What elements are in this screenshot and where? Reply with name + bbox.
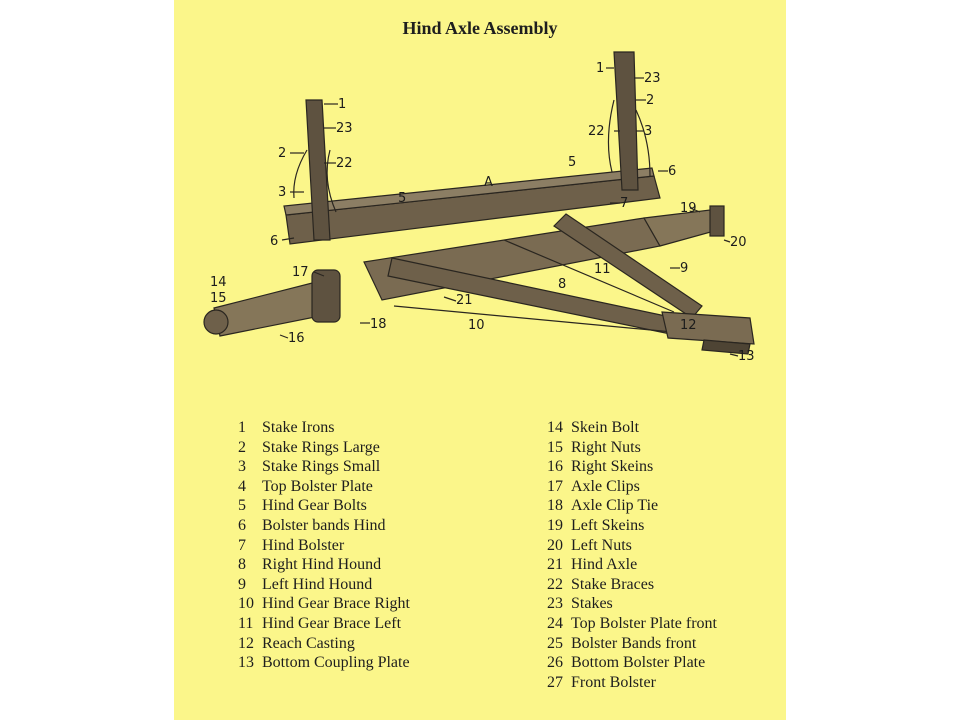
legend-number: 22 xyxy=(547,575,563,593)
legend-label: Axle Clip Tie xyxy=(571,497,659,515)
legend-number: 10 xyxy=(238,595,254,613)
legend-item xyxy=(238,516,410,536)
legend-label: Hind Gear Brace Right xyxy=(262,595,410,613)
legend-item xyxy=(547,575,717,595)
legend-label: Hind Gear Bolts xyxy=(262,497,367,515)
legend-label: Bottom Coupling Plate xyxy=(262,654,410,672)
legend-label: Left Skeins xyxy=(571,516,645,534)
legend-label: Right Hind Hound xyxy=(262,556,382,574)
callout-18: 18 xyxy=(370,317,387,332)
legend-item xyxy=(238,496,410,516)
callout-4: A xyxy=(484,175,493,190)
legend-item xyxy=(547,438,717,458)
legend-number: 16 xyxy=(547,458,563,476)
legend-label: Stake Braces xyxy=(571,575,655,593)
legend-item xyxy=(238,555,410,575)
legend-item xyxy=(547,477,717,497)
legend-item xyxy=(238,418,410,438)
callout-2-left: 2 xyxy=(278,146,287,161)
callout-5-left: 5 xyxy=(398,191,407,206)
callout-22-left: 22 xyxy=(336,156,353,171)
left-nut xyxy=(710,206,724,236)
legend-number: 7 xyxy=(238,536,246,554)
left-stake-ring xyxy=(294,150,307,198)
legend-number: 15 xyxy=(547,438,563,456)
legend-number: 8 xyxy=(238,556,246,574)
legend-label: Stakes xyxy=(571,595,613,613)
legend-item xyxy=(238,536,410,556)
right-stake-ring xyxy=(608,100,614,172)
callout-21: 21 xyxy=(456,293,473,308)
legend-label: Reach Casting xyxy=(262,634,355,652)
callout-12: 12 xyxy=(680,318,697,333)
legend-number: 11 xyxy=(238,614,254,632)
skein-bolt xyxy=(204,310,228,334)
callout-20: 20 xyxy=(730,235,747,250)
legend-label: Hind Bolster xyxy=(262,536,345,554)
reach-casting xyxy=(662,312,754,344)
legend-label: Bottom Bolster Plate xyxy=(571,654,706,672)
callout-14: 14 xyxy=(210,275,227,290)
callout-6-left: 6 xyxy=(270,234,279,249)
legend-item xyxy=(547,555,717,575)
axle-clip xyxy=(312,270,340,322)
legend-item xyxy=(547,673,717,693)
legend-number: 20 xyxy=(547,536,563,554)
legend-label: Stake Rings Small xyxy=(262,458,381,476)
legend-item xyxy=(547,634,717,654)
legend-item xyxy=(547,457,717,477)
callout-23-right: 23 xyxy=(644,71,661,86)
legend-item xyxy=(238,477,410,497)
legend-number: 6 xyxy=(238,516,246,534)
legend-number: 5 xyxy=(238,497,246,515)
legend-label: Right Skeins xyxy=(571,458,654,476)
legend-label: Stake Rings Large xyxy=(262,438,380,456)
callout-22-right: 22 xyxy=(588,124,605,139)
legend-number: 24 xyxy=(547,614,563,632)
callout-7: 7 xyxy=(620,196,629,211)
callout-8: 8 xyxy=(558,277,567,292)
legend-item xyxy=(238,594,410,614)
legend-label: Top Bolster Plate xyxy=(262,477,373,495)
callout-10: 10 xyxy=(468,318,485,333)
callout-13: 13 xyxy=(738,349,755,364)
legend-number: 18 xyxy=(547,497,563,515)
callout-17: 17 xyxy=(292,265,309,280)
callout-5-right: 5 xyxy=(568,155,577,170)
legend-item xyxy=(238,634,410,654)
callout-16: 16 xyxy=(288,331,305,346)
callout-23-left: 23 xyxy=(336,121,353,136)
legend-item xyxy=(547,536,717,556)
legend-item xyxy=(238,614,410,634)
callout-19: 19 xyxy=(680,201,697,216)
legend-number: 25 xyxy=(547,634,563,652)
legend-label: Right Nuts xyxy=(571,438,641,456)
callout-9: 9 xyxy=(680,261,689,276)
legend-label: Front Bolster xyxy=(571,673,656,691)
legend-number: 21 xyxy=(547,556,563,574)
legend-item xyxy=(547,496,717,516)
legend-number: 17 xyxy=(547,477,563,495)
legend-number: 4 xyxy=(238,477,246,495)
legend-label: Stake Irons xyxy=(262,419,335,436)
callout-1-right: 1 xyxy=(596,61,605,76)
legend-number: 14 xyxy=(547,419,563,436)
legend-item xyxy=(547,418,717,438)
legend-item xyxy=(547,516,717,536)
legend-number: 1 xyxy=(238,419,246,436)
legend-item xyxy=(238,438,410,458)
callout-1-left: 1 xyxy=(338,97,347,112)
legend-item xyxy=(238,457,410,477)
legend-label: Skein Bolt xyxy=(571,419,640,436)
legend-label: Bolster bands Hind xyxy=(262,516,386,534)
legend-item xyxy=(238,653,410,673)
legend-item xyxy=(547,614,717,634)
legend-number: 13 xyxy=(238,654,254,672)
legend-number: 19 xyxy=(547,516,563,534)
legend-number: 12 xyxy=(238,634,254,652)
callout-6-right: 6 xyxy=(668,164,677,179)
legend-label: Axle Clips xyxy=(571,477,640,495)
legend-number: 9 xyxy=(238,575,246,593)
legend-label: Hind Axle xyxy=(571,556,638,574)
right-stake xyxy=(614,52,638,190)
legend-label: Left Hind Hound xyxy=(262,575,373,593)
legend-number: 2 xyxy=(238,438,246,456)
legend-number: 26 xyxy=(547,654,563,672)
legend-left-column xyxy=(238,418,410,673)
legend-item xyxy=(547,653,717,673)
callout-2-right: 2 xyxy=(646,93,655,108)
legend-item xyxy=(547,594,717,614)
legend-label: Hind Gear Brace Left xyxy=(262,614,402,632)
legend-label: Top Bolster Plate front xyxy=(571,614,717,632)
callout-3-left: 3 xyxy=(278,185,287,200)
right-stake-brace xyxy=(636,110,653,176)
callout-3-right: 3 xyxy=(644,124,653,139)
diagram-sheet xyxy=(174,0,786,720)
legend-number: 3 xyxy=(238,458,246,476)
legend-label: Left Nuts xyxy=(571,536,632,554)
legend-number: 27 xyxy=(547,673,563,691)
legend-right-column xyxy=(547,418,717,692)
legend-number: 23 xyxy=(547,595,563,613)
axle-illustration xyxy=(174,0,786,410)
callout-15: 15 xyxy=(210,291,227,306)
legend-item xyxy=(238,575,410,595)
diagram-title: Hind Axle Assembly xyxy=(402,18,558,38)
legend-label: Bolster Bands front xyxy=(571,634,697,652)
callout-11: 11 xyxy=(594,262,611,277)
